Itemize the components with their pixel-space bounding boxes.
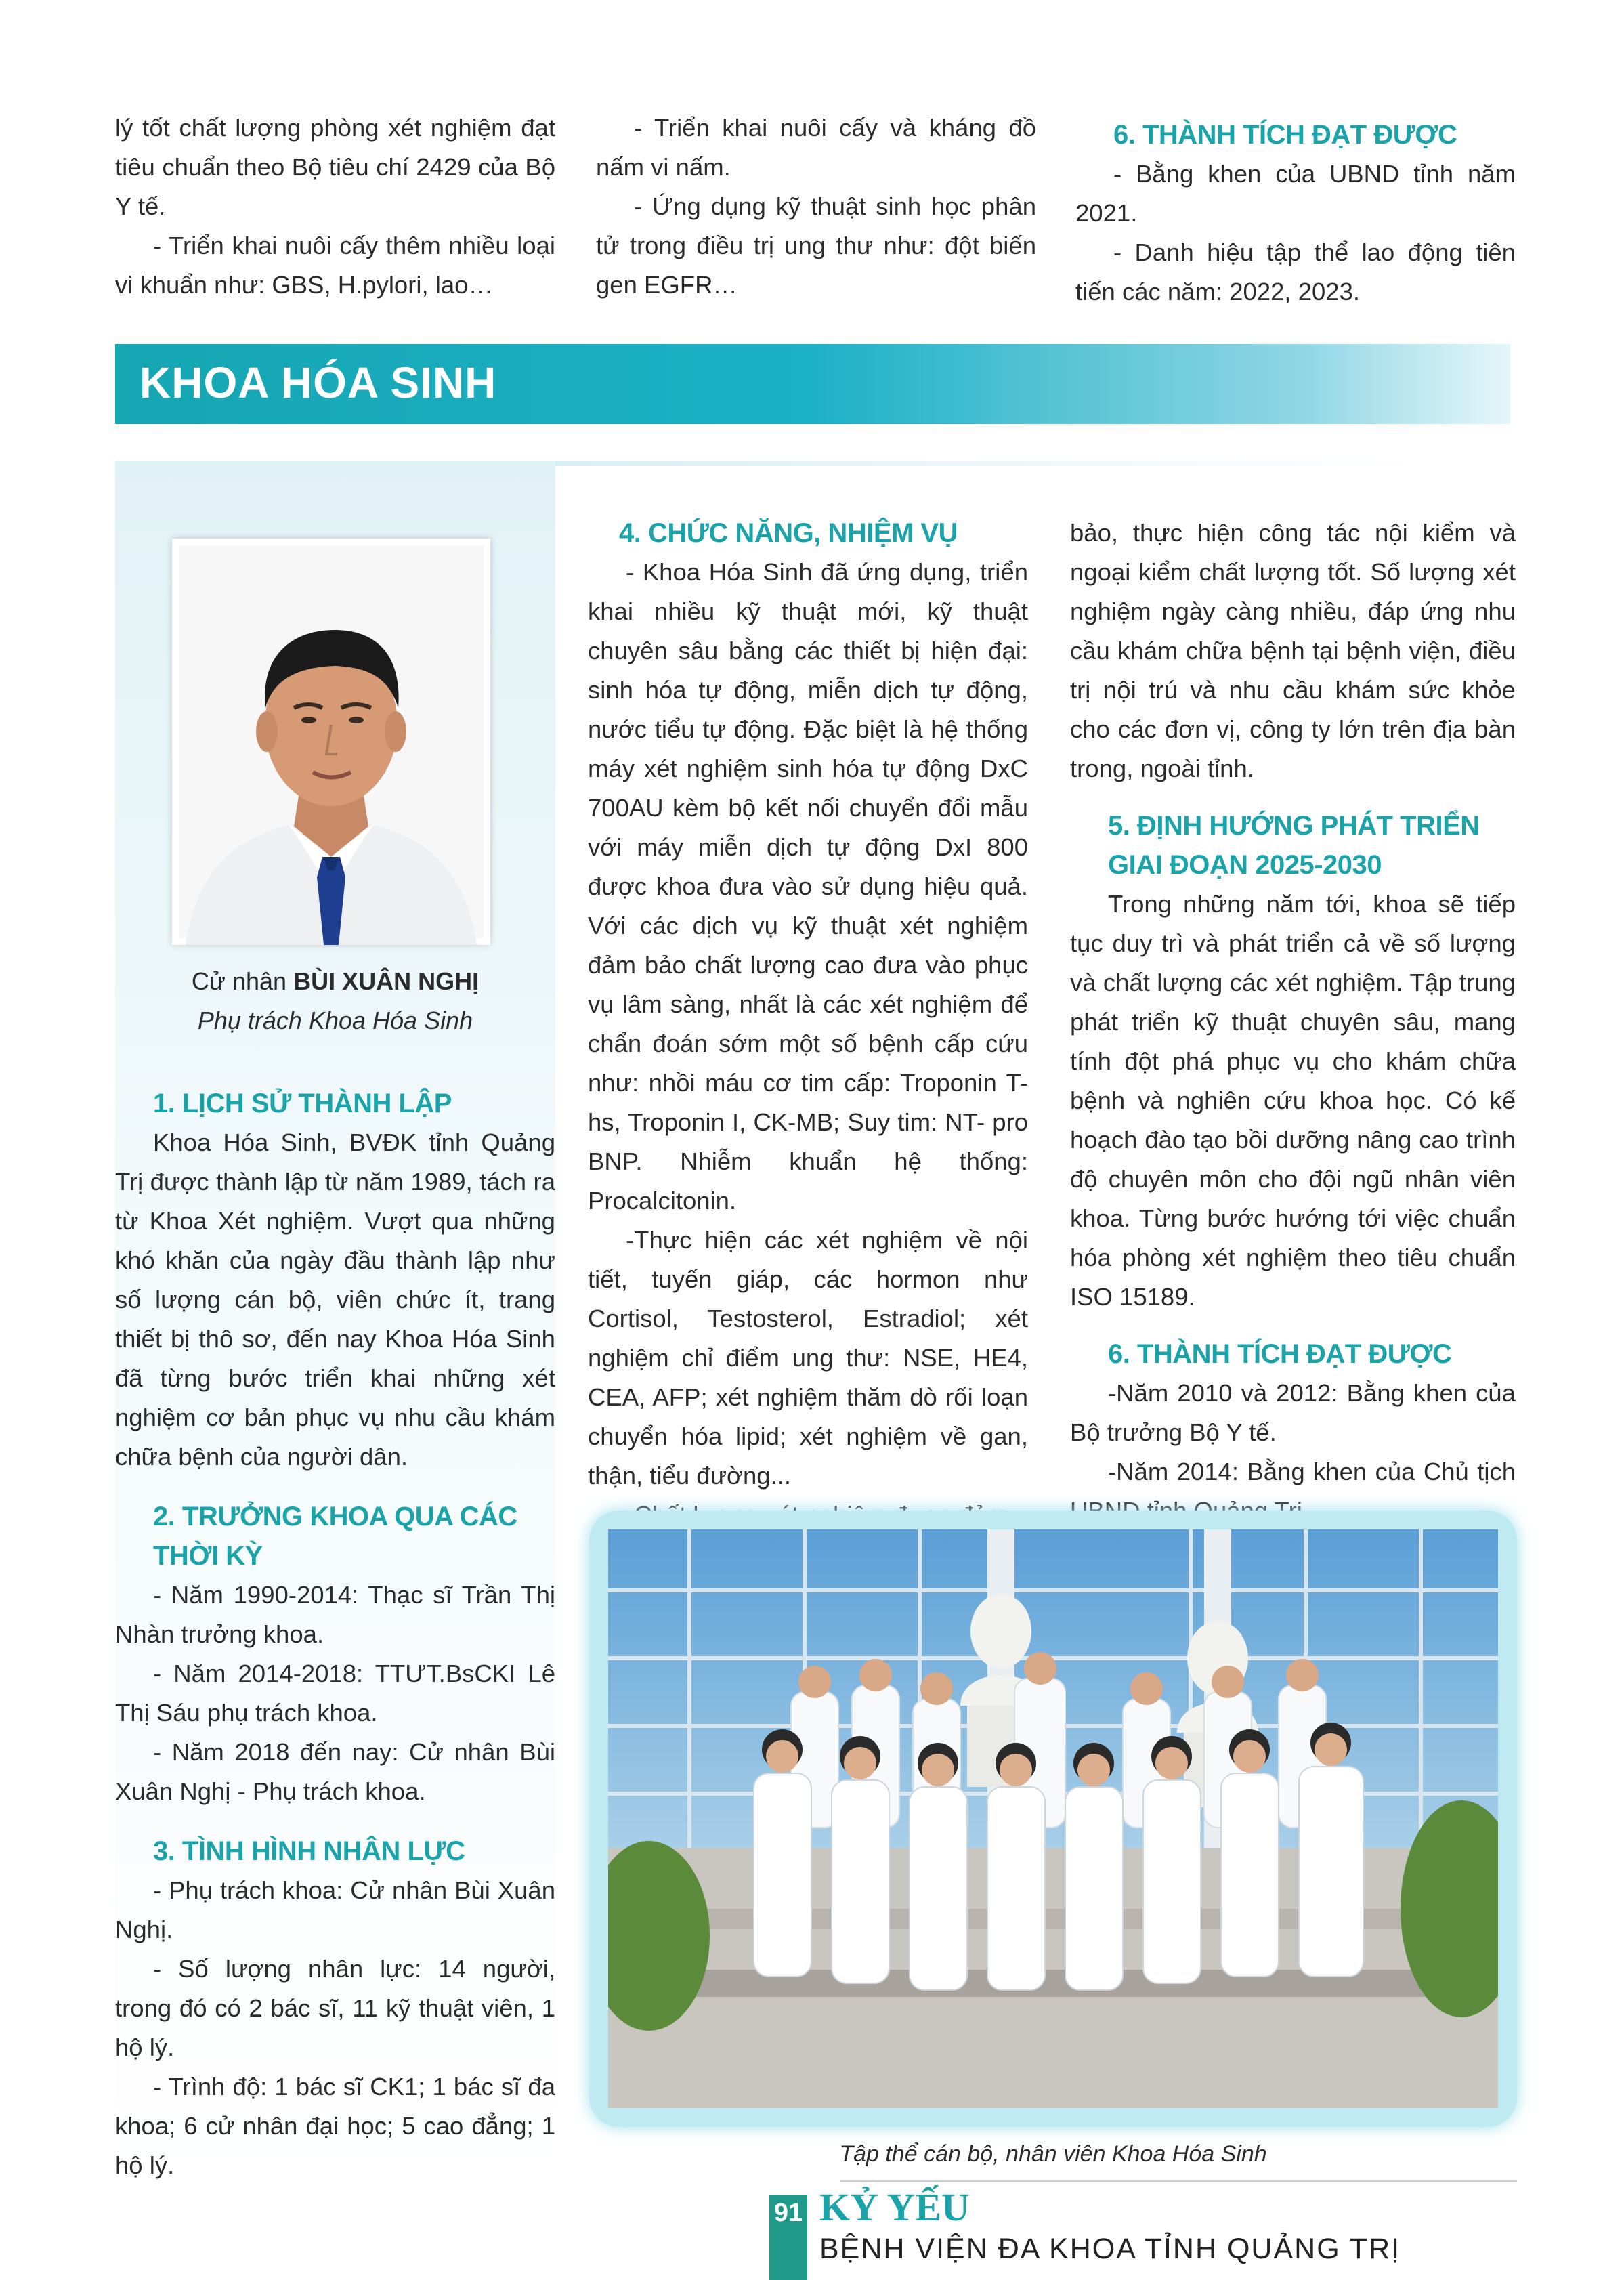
paragraph: - Triển khai nuôi cấy thêm nhiều loại vi khuẩn như: GBS, H.pylori, lao…	[115, 232, 555, 299]
footer-title: KỶ YẾU	[819, 2185, 970, 2229]
paragraph: - Triển khai nuôi cấy và kháng đồ nấm vi nấm.	[596, 114, 1036, 181]
banner-title: KHOA HÓA SINH	[140, 358, 497, 407]
column-1	[115, 1084, 555, 2185]
section-banner	[115, 344, 1510, 424]
paragraph: Khoa Hóa Sinh, BVĐK tỉnh Quảng Trị được thành lập từ năm 1989, tách ra từ Khoa Xét nghiệm. Vượt qua những khó khăn của ngày đầu thành lập như số lượng cán bộ, viên chức ít, trang thiết bị thô sơ, đến nay Khoa Hóa Sinh đã từng bước triển khai những xét nghiệm cơ bản phục vụ nhu cầu khám chữa bệnh của người dân.	[115, 1128, 555, 1471]
section-heading: 6. THÀNH TÍCH ĐẠT ĐƯỢC	[1108, 1339, 1452, 1369]
top-left-column	[115, 108, 555, 305]
person-name: BÙI XUÂN NGHỊ	[293, 967, 479, 995]
paragraph: -Năm 2014: Bằng khen của Chủ tịch	[1108, 1458, 1516, 1485]
paragraph: - Năm 2014-2018: TTƯT.BsCKI Lê Thị Sáu phụ trách khoa.	[115, 1660, 555, 1727]
section-heading: 5. ĐỊNH HƯỚNG PHÁT TRIỂN GIAI ĐOẠN 2025-2030	[1108, 811, 1480, 880]
section-heading: 4. CHỨC NĂNG, NHIỆM VỤ	[619, 518, 958, 548]
section-heading: 1. LỊCH SỬ THÀNH LẬP	[153, 1089, 452, 1118]
paragraph: - Ứng dụng kỹ thuật sinh học phân tử trong điều trị ung thư như: đột biến gen EGFR…	[596, 192, 1036, 299]
paragraph: -Thực hiện các xét nghiệm về nội tiết, tuyến giáp, các hormon như Cortisol, Testosterol, Estradiol; xét nghiệm chỉ điểm ung thư: NSE, HE4, CEA, AFP; xét nghiệm thăm dò rối loạn chuyển hóa lipid; xét nghiệm về gan, thận, tiểu đường...	[588, 1226, 1028, 1490]
section-heading: 6. THÀNH TÍCH ĐẠT ĐƯỢC	[1113, 120, 1457, 150]
paragraph: bảo, thực hiện công tác nội kiểm và ngoại kiểm chất lượng tốt. Số lượng xét nghiệm ngày càng nhiều, đáp ứng nhu cầu khám chữa bệnh tại bệnh viện, điều trị nội trú và nhu cầu khám sức khỏe cho các đơn vị, công ty lớn trên địa bàn trong, ngoài tỉnh.	[1070, 519, 1516, 782]
column-2	[588, 513, 1028, 1535]
paragraph: - Bằng khen của UBND tỉnh năm 2021.	[1075, 160, 1516, 227]
paragraph: - Năm 2018 đến nay: Cử nhân Bùi Xuân Nghị - Phụ trách khoa.	[115, 1738, 555, 1805]
paragraph: - Số lượng nhân lực: 14 người, trong đó có 2 bác sĩ, 11 kỹ thuật viên, 1 hộ lý.	[115, 1955, 555, 2061]
section-heading: 2. TRƯỞNG KHOA QUA CÁC THỜI KỲ	[153, 1502, 517, 1571]
portrait-caption-role: Phụ trách Khoa Hóa Sinh	[197, 1007, 473, 1034]
paragraph: -Năm 2010 và 2012: Bằng khen của Bộ trưởng Bộ Y tế.	[1070, 1379, 1516, 1446]
panel-top-rule	[555, 461, 1517, 466]
top-right-column	[1075, 115, 1516, 312]
paragraph: lý tốt chất lượng phòng xét nghiệm đạt tiêu chuẩn theo Bộ tiêu chí 2429 của Bộ Y tế.	[115, 114, 555, 220]
paragraph: - Danh hiệu tập thể lao động tiên tiến các năm: 2022, 2023.	[1075, 238, 1516, 305]
portrait-caption-name: Cử nhân BÙI XUÂN NGHỊ	[191, 967, 479, 995]
portrait-caption	[115, 962, 555, 1040]
portrait-photo	[172, 539, 490, 945]
page-number: 91	[773, 2199, 803, 2227]
footer-subtitle: BỆNH VIỆN ĐA KHOA TỈNH QUẢNG TRỊ	[819, 2233, 1401, 2265]
paragraph: Trong những năm tới, khoa sẽ tiếp tục duy trì và phát triển cả về số lượng và chất lượng các xét nghiệm. Tập trung phát triển kỹ thuật chuyên sâu, mang tính đột phá phục vụ cho khám chữa bệnh và nghiên cứu khoa học. Có kế hoạch đào tạo bồi dưỡng nâng cao trình độ chuyên môn cho đội ngũ nhân viên khoa. Từng bước hướng tới việc chuẩn hóa phòng xét nghiệm theo tiêu chuẩn ISO 15189.	[1070, 890, 1516, 1311]
column-3	[1070, 513, 1516, 1531]
paragraph: - Trình độ: 1 bác sĩ CK1; 1 bác sĩ đa khoa; 6 cử nhân đại học; 5 cao đẳng; 1 hộ lý.	[115, 2073, 555, 2179]
photo-caption: Tập thể cán bộ, nhân viên Khoa Hóa Sinh	[839, 2141, 1267, 2167]
paragraph: - Phụ trách khoa: Cử nhân Bùi Xuân Nghị.	[115, 1876, 555, 1943]
group-photo	[608, 1529, 1498, 2108]
paragraph: - Khoa Hóa Sinh đã ứng dụng, triển khai nhiều kỹ thuật mới, kỹ thuật chuyên sâu bằng các thiết bị hiện đại: sinh hóa tự động, miễn dịch tự động, nước tiểu tự động. Đặc biệt là hệ thống máy xét nghiệm sinh hóa tự động DxC 700AU kèm bộ kết nối chuyển đổi mẫu với máy miễn dịch tự động DxI 800 được khoa đưa vào sử dụng hiệu quả. Với các dịch vụ kỹ thuật xét nghiệm đảm bảo chất lượng cao đưa vào phục vụ lâm sàng, nhất là các xét nghiệm để chẩn đoán sớm một số bệnh cấp cứu như: nhồi máu cơ tim cấp: Troponin T-hs, Troponin I, CK-MB; Suy tim: NT- pro BNP. Nhiễm khuẩn hệ thống: Procalcitonin.	[588, 558, 1028, 1215]
paragraph: - Năm 1990-2014: Thạc sĩ Trần Thị Nhàn trưởng khoa.	[115, 1581, 555, 1648]
section-heading: 3. TÌNH HÌNH NHÂN LỰC	[153, 1836, 465, 1866]
footer-rule	[840, 2180, 1517, 2182]
top-middle-column	[596, 108, 1036, 305]
